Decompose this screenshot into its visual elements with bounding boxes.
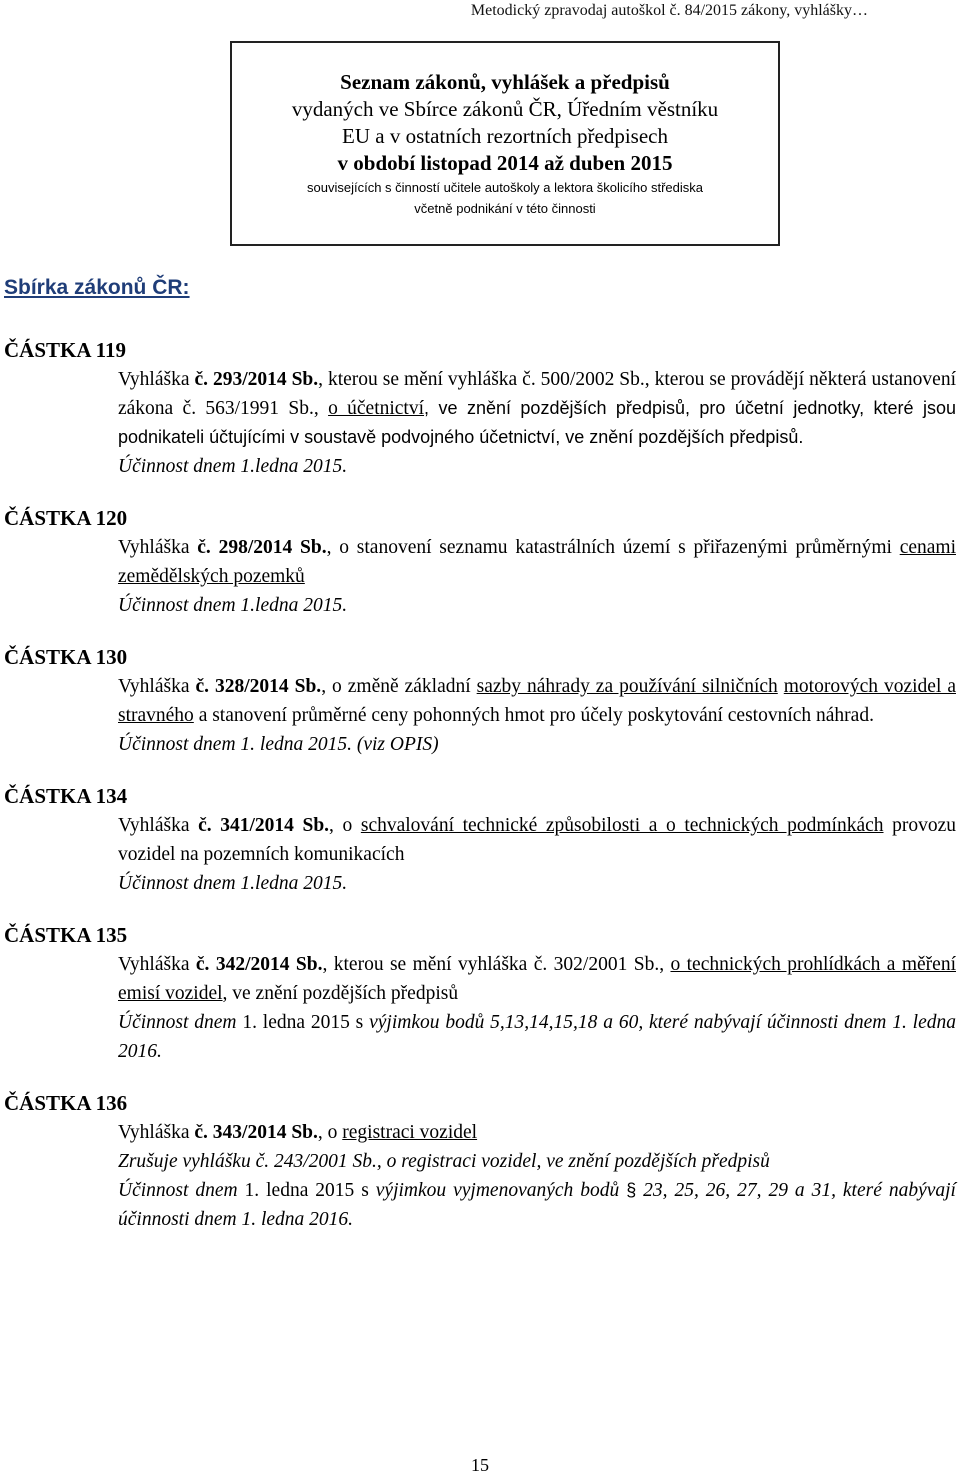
- decree-entry: [118, 365, 956, 452]
- page-number: 15: [471, 1455, 489, 1475]
- part-120: [4, 503, 956, 620]
- decree-subject: cenami zemědělských pozemků: [118, 537, 956, 587]
- title-line-2: vydaných ve Sbírce zákonů ČR, Úředním věstníku: [291, 97, 719, 121]
- section-heading: Sbírka zákonů ČR:: [4, 276, 190, 299]
- decree-entry: [118, 533, 956, 591]
- decree-subject-2: motorových vozidel a stravného: [118, 676, 956, 726]
- title-line-6: včetně podnikání v této činnosti: [414, 201, 596, 216]
- part-134: [4, 781, 956, 898]
- effective-exception: výjimkou vyjmenovaných bodů: [375, 1180, 627, 1201]
- part-119: [4, 335, 956, 481]
- part-title: ČÁSTKA 134: [4, 784, 128, 808]
- decree-prefix: Vyhláška: [118, 815, 199, 836]
- decree-text: , o: [329, 815, 361, 836]
- decree-subject: sazby náhrady za používání silničních: [476, 676, 778, 697]
- decree-prefix: Vyhláška: [118, 537, 198, 558]
- effective-exception-rest: 23, 25, 26, 27, 29 a 31, které nabývají účinnosti dnem 1. ledna 2016.: [118, 1180, 956, 1230]
- decree-subject: o účetnictví: [328, 398, 425, 419]
- effective-date-value: 1. ledna 2015 s: [244, 1180, 376, 1201]
- title-line-1: Seznam zákonů, vyhlášek a předpisů: [340, 70, 670, 94]
- effective-date: [118, 1176, 956, 1234]
- title-box: [230, 41, 780, 246]
- document-body: [4, 335, 956, 1256]
- decree-entry: [118, 950, 956, 1008]
- decree-number: č. 293/2014 Sb.: [194, 369, 319, 390]
- effective-exception: výjimkou bodů 5,13,14,15,18 a 60, které nabývají účinnosti dnem 1. ledna 2016.: [118, 1012, 956, 1062]
- decree-subject: o technických prohlídkách a měření emisí vozidel: [118, 954, 956, 1004]
- decree-number: č. 343/2014 Sb.: [194, 1122, 318, 1143]
- part-130: [4, 642, 956, 759]
- decree-text: , kterou se mění vyhláška č. 302/2001 Sb.,: [322, 954, 671, 975]
- decree-number: č. 342/2014 Sb.: [195, 954, 323, 975]
- decree-text-rest: , ve znění pozdějších předpisů: [222, 983, 459, 1004]
- decree-text: , o změně základní: [321, 676, 477, 697]
- effective-date: Účinnost dnem 1. ledna 2015. (viz OPIS): [118, 734, 439, 755]
- repeal-note: Zrušuje vyhlášku č. 243/2001 Sb., o registraci vozidel, ve znění pozdějších předpisů: [118, 1151, 770, 1172]
- title-line-5: souvisejících s činností učitele autoškoly a lektora školicího střediska: [307, 180, 703, 195]
- decree-text-rest: , ve znění pozdějších předpisů, pro účetní jednotky, které jsou podnikateli účtujícími v soustavě podvojného účetnictví, ve znění pozdějších předpisů.: [118, 398, 957, 447]
- part-title: ČÁSTKA 136: [4, 1091, 128, 1115]
- decree-text: , o: [317, 1122, 343, 1143]
- decree-text-rest: a stanovení průměrné ceny pohonných hmot pro účely poskytování cestovních náhrad.: [193, 705, 874, 726]
- part-title: ČÁSTKA 120: [4, 506, 128, 530]
- decree-prefix: Vyhláška: [118, 1122, 195, 1143]
- decree-entry: [118, 672, 956, 730]
- part-title: ČÁSTKA 130: [4, 645, 128, 669]
- effective-date: Účinnost dnem 1.ledna 2015.: [118, 595, 348, 616]
- decree-prefix: Vyhláška: [118, 369, 195, 390]
- decree-prefix: Vyhláška: [118, 954, 196, 975]
- running-header: Metodický zpravodaj autoškol č. 84/2015 zákony, vyhlášky…: [470, 2, 868, 19]
- part-136: [4, 1088, 956, 1234]
- title-line-3: EU a v ostatních rezortních předpisech: [342, 124, 668, 148]
- decree-number: č. 328/2014 Sb.: [195, 676, 322, 697]
- effective-date: Účinnost dnem 1.ledna 2015.: [118, 873, 348, 894]
- effective-date: [118, 1008, 956, 1066]
- effective-date-value: 1. ledna 2015 s: [242, 1012, 370, 1033]
- decree-text: , o stanovení seznamu katastrálních území s přiřazenými průměrnými: [326, 537, 900, 558]
- decree-text-rest: provozu vozidel na pozemních komunikacích: [118, 815, 957, 865]
- section-sign: §: [626, 1180, 637, 1200]
- part-title: ČÁSTKA 135: [4, 923, 128, 947]
- decree-number: č. 341/2014 Sb.: [198, 815, 330, 836]
- title-line-4: v období listopad 2014 až duben 2015: [337, 151, 673, 175]
- effective-label: Účinnost dnem: [118, 1012, 243, 1033]
- decree-entry: [118, 1118, 956, 1147]
- part-135: [4, 920, 956, 1066]
- decree-subject: registraci vozidel: [342, 1122, 478, 1143]
- decree-prefix: Vyhláška: [118, 676, 196, 697]
- decree-number: č. 298/2014 Sb.: [197, 537, 327, 558]
- effective-label: Účinnost dnem: [118, 1180, 245, 1201]
- effective-date: Účinnost dnem 1.ledna 2015.: [118, 456, 348, 477]
- part-title: ČÁSTKA 119: [4, 338, 126, 362]
- decree-entry: [118, 811, 956, 869]
- decree-subject: schvalování technické způsobilosti a o technických podmínkách: [360, 815, 884, 836]
- decree-text: , kterou se mění vyhláška č. 500/2002 Sb., kterou se provádějí některá ustanovení zákona č. 563/1991 Sb.,: [118, 369, 956, 419]
